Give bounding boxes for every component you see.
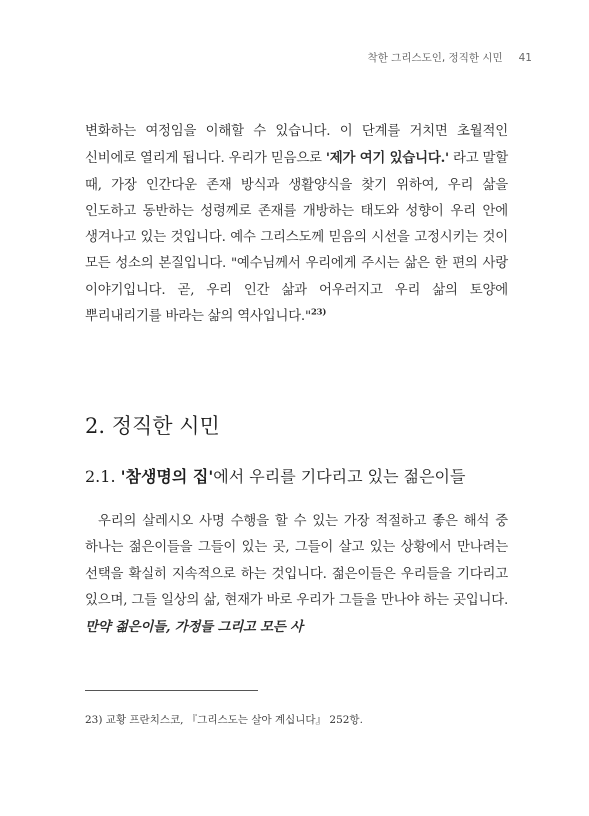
subsection-bold-term: '참생명의 집'	[120, 467, 214, 486]
running-title: 착한 그리스도인, 정직한 시민	[367, 52, 503, 64]
page-number: 41	[518, 52, 532, 64]
subsection-rest: 에서 우리를 기다리고 있는 젊은이들	[213, 467, 466, 486]
footnote-divider	[85, 690, 258, 691]
subsection-number: 2.1.	[85, 467, 121, 486]
running-header	[368, 50, 532, 65]
emphasized-text: 만약 젊은이들, 가정들 그리고 모든 사	[85, 619, 303, 636]
paragraph-text: 라고 말할 때, 가장 인간다운 존재 방식과 생활양식을 찾기 위하여, 우리 삶을 인도하고 동반하는 성령께로 존재를 개방하는 태도와 성향이 우리 안에 생겨나고 있는 것입니다. 예수 그리스도께 믿음의 시선을 고정시키는 것이 모든 성소의 본질입니다. "예수님께서 우리에게 주시는 삶은 한 편의 사랑 이야기입니다. 곧, 우리 인간 삶과 어우러지고 우리 삶의 토양에 뿌리내리기를 바라는 삶의 역사입니다."	[85, 151, 508, 325]
body-paragraph-continued	[85, 119, 508, 330]
paragraph-text: 우리의 살레시오 사명 수행을 할 수 있는 가장 적절하고 좋은 해석 중 하나는 젊은이들을 그들이 있는 곳, 그들이 살고 있는 상황에서 만나려는 선택을 확실히 지속적으로 하는 것입니다. 젊은이들은 우리들을 기다리고 있으며, 그들 일상의 삶, 현재가 바로 우리가 그들을 만나야 하는 곳입니다.	[85, 514, 508, 608]
body-paragraph	[85, 509, 508, 641]
footnote-reference: 23)	[310, 307, 327, 318]
bold-quote: '제가 여기 있습니다.'	[325, 150, 449, 167]
section-heading: 2. 정직한 시민	[85, 414, 220, 438]
paragraph-text: 변화하는 여정임을 이해할 수 있습니다. 이 단계를 거치면 초월적인 신비에로 열리게 됩니다. 우리가 믿음으로	[85, 124, 508, 167]
subsection-heading	[85, 465, 465, 489]
footnote: 23) 교황 프란치스코, 『그리스도는 살아 계십니다』 252항.	[85, 714, 363, 726]
